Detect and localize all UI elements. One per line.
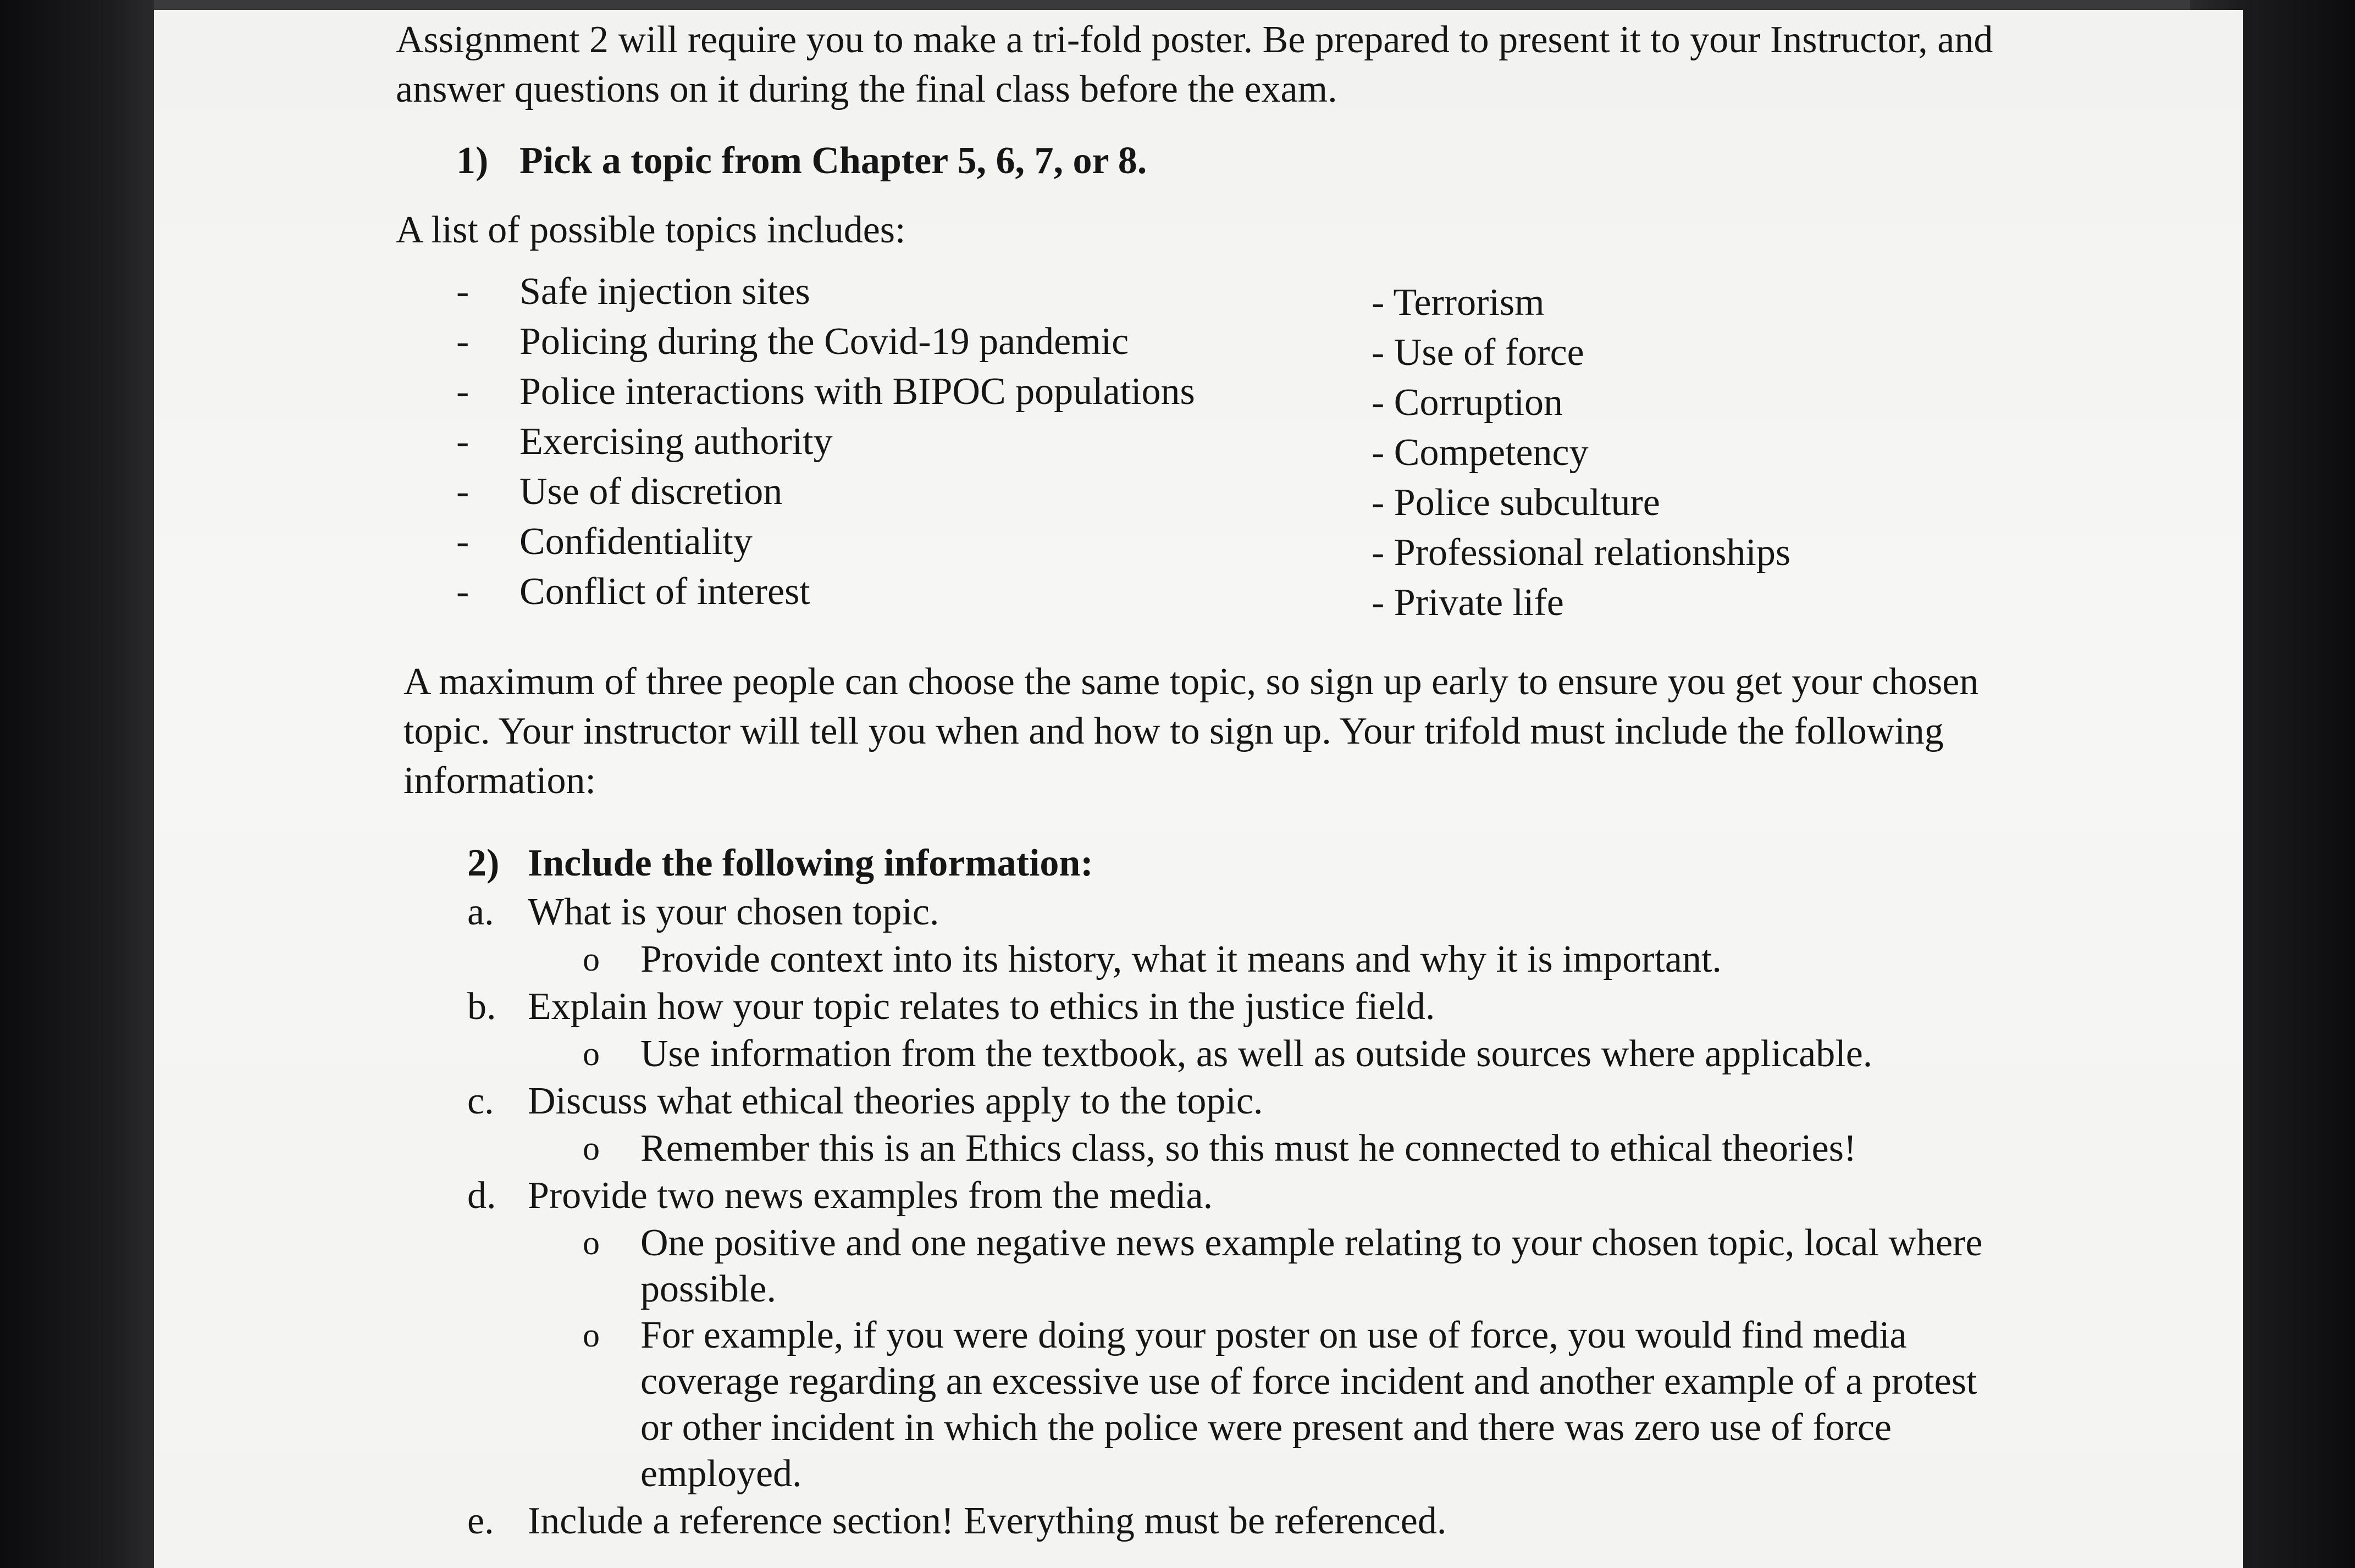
- list-item: - Use of force: [1372, 331, 1584, 374]
- list-dash: -: [456, 570, 469, 613]
- bullet-icon: o: [583, 1035, 600, 1073]
- topic-label: Exercising authority: [519, 420, 833, 463]
- list-item: - Private life: [1372, 581, 1564, 624]
- topic-label: Policing during the Covid-19 pandemic: [519, 320, 1129, 363]
- step-1-label: Pick a topic from Chapter 5, 6, 7, or 8.: [519, 140, 1147, 182]
- step-1-number: 1): [456, 140, 489, 182]
- list-item: [456, 317, 1336, 367]
- item-text: Discuss what ethical theories apply to the topic.: [528, 1080, 1263, 1122]
- bullet-icon: o: [583, 1130, 600, 1167]
- item-text: Provide two news examples from the media.: [528, 1174, 1213, 1217]
- monitor-bezel-left: [0, 0, 154, 1568]
- list-dash: -: [456, 520, 469, 563]
- topic-list-lead: A list of possible topics includes:: [396, 209, 906, 251]
- bullet-icon: o: [583, 1225, 600, 1262]
- topic-label: Conflict of interest: [519, 570, 810, 613]
- intro-paragraph: Assignment 2 will require you to make a tri-fold poster. Be prepared to present it to your Instructor, and answer questions on it during the final class before the exam.: [396, 19, 1993, 110]
- item-letter: b.: [467, 985, 496, 1028]
- requirement-item: [467, 888, 2067, 937]
- list-item: - Terrorism: [1372, 281, 1545, 324]
- list-dash: -: [456, 370, 469, 413]
- topic-label: Police interactions with BIPOC populations: [519, 370, 1195, 413]
- subitem-text: Provide context into its history, what it means and why it is important.: [640, 938, 1722, 980]
- step-2-number: 2): [467, 842, 500, 884]
- list-dash: -: [456, 420, 469, 463]
- item-letter: e.: [467, 1500, 494, 1542]
- document-page: [396, 10, 2067, 1545]
- requirement-item: [467, 1077, 2067, 1126]
- requirement-subitem: [583, 1220, 2067, 1312]
- signup-paragraph: A maximum of three people can choose the same topic, so sign up early to ensure you get your chosen topic. Your instructor will tell you when and how to sign up. Your trifold must include the following information:: [403, 661, 1979, 802]
- monitor-screen: [154, 10, 2243, 1568]
- requirement-subitem: [583, 1126, 2067, 1172]
- bullet-icon: o: [583, 1317, 600, 1354]
- item-letter: a.: [467, 891, 494, 933]
- list-dash: -: [456, 270, 469, 313]
- list-item: [456, 467, 1336, 517]
- requirement-item: [467, 1497, 2067, 1545]
- subitem-text: Remember this is an Ethics class, so this must he connected to ethical theories!: [640, 1127, 1857, 1170]
- list-item: [456, 367, 1336, 417]
- list-item: - Corruption: [1372, 381, 1563, 424]
- list-item: - Professional relationships: [1372, 531, 1791, 574]
- requirement-item: [467, 1172, 2067, 1220]
- list-item: [456, 267, 1336, 317]
- requirement-subitem: [583, 1312, 2067, 1497]
- subitem-text: For example, if you were doing your poster on use of force, you would find media coverage regarding an excessive use of force incident and another example of a protest or other incident in which the police were present and there was zero use of force employed.: [640, 1314, 1977, 1495]
- item-letter: c.: [467, 1080, 494, 1122]
- topic-label: Safe injection sites: [519, 270, 810, 313]
- item-text: Explain how your topic relates to ethics in the justice field.: [528, 985, 1435, 1028]
- step-2-label: Include the following information:: [528, 842, 1093, 884]
- step-2-heading: [467, 839, 2067, 888]
- requirement-subitem: [583, 937, 2067, 983]
- bullet-icon: o: [583, 941, 600, 978]
- list-item: [456, 417, 1336, 467]
- step-1-heading: [456, 136, 2067, 186]
- list-dash: -: [456, 320, 469, 363]
- topic-list-right: [1372, 278, 2031, 628]
- item-text: Include a reference section! Everything must be referenced.: [528, 1500, 1447, 1542]
- topic-label: Use of discretion: [519, 470, 783, 513]
- list-item: [456, 567, 1336, 617]
- topic-lists: [396, 267, 2067, 630]
- requirement-subitem: [583, 1031, 2067, 1077]
- item-text: What is your chosen topic.: [528, 891, 939, 933]
- subitem-text: One positive and one negative news example relating to your chosen topic, local where possible.: [640, 1222, 1983, 1310]
- topic-label: Confidentiality: [519, 520, 753, 563]
- subitem-text: Use information from the textbook, as well as outside sources where applicable.: [640, 1033, 1873, 1075]
- topic-list-left: [456, 267, 1336, 617]
- list-item: - Competency: [1372, 431, 1589, 474]
- item-letter: d.: [467, 1174, 496, 1217]
- list-dash: -: [456, 470, 469, 513]
- list-item: [456, 517, 1336, 567]
- requirement-item: [467, 983, 2067, 1031]
- list-item: - Police subculture: [1372, 481, 1660, 524]
